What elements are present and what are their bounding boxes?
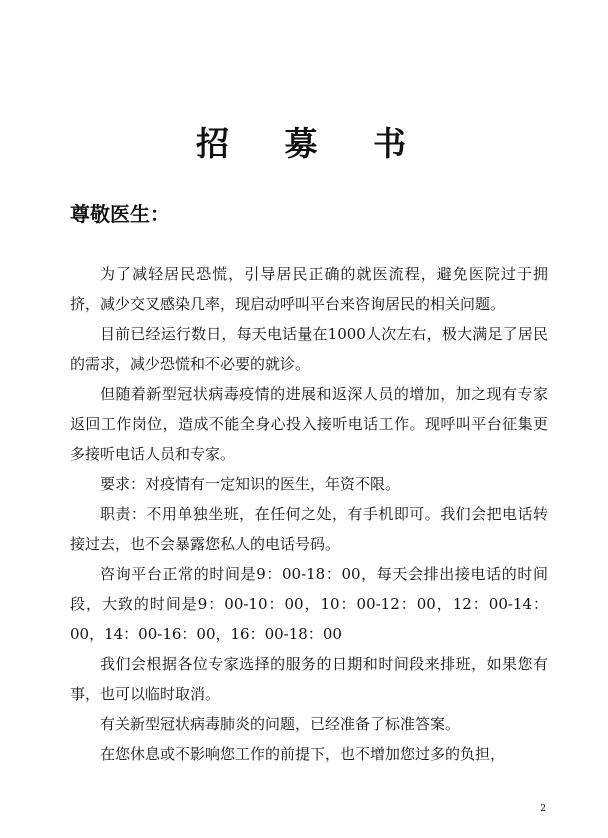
paragraph: 但随着新型冠状病毒疫情的进展和返深人员的增加，加之现有专家返回工作岗位，造成不能全身心投入接听电话工作。现呼叫平台征集更多接听电话人员和专家。 (70, 385, 548, 463)
document-title: 招 募 书 (196, 124, 428, 163)
salutation: 尊敬医生： (70, 202, 170, 226)
document-body (70, 259, 548, 769)
paragraph: 咨询平台正常的时间是9：00-18：00，每天会排出接电话的时间段，大致的时间是9：00-10：00，10：00-12：00，12：00-14：00，14：00-16：00，16：00-18：00 (70, 565, 548, 643)
paragraph: 职责：不用单独坐班，在任何之处，有手机即可。我们会把电话转接过去，也不会暴露您私人的电话号码。 (70, 505, 548, 553)
paragraph: 为了减轻居民恐慌，引导居民正确的就医流程，避免医院过于拥挤，减少交叉感染几率，现启动呼叫平台来咨询居民的相关问题。 (70, 265, 548, 313)
paragraph: 要求：对疫情有一定知识的医生，年资不限。 (100, 475, 401, 493)
paragraph: 我们会根据各位专家选择的服务的日期和时间段来排班，如果您有事，也可以临时取消。 (70, 655, 548, 703)
paragraph: 目前已经运行数日，每天电话量在1000人次左右，极大满足了居民的需求，减少恐慌和不必要的就诊。 (70, 325, 548, 373)
page-number: 2 (540, 804, 546, 814)
paragraph: 有关新型冠状病毒肺炎的问题，已经准备了标准答案。 (100, 715, 461, 733)
paragraph: 在您休息或不影响您工作的前提下，也不增加您过多的负担， (100, 745, 506, 763)
